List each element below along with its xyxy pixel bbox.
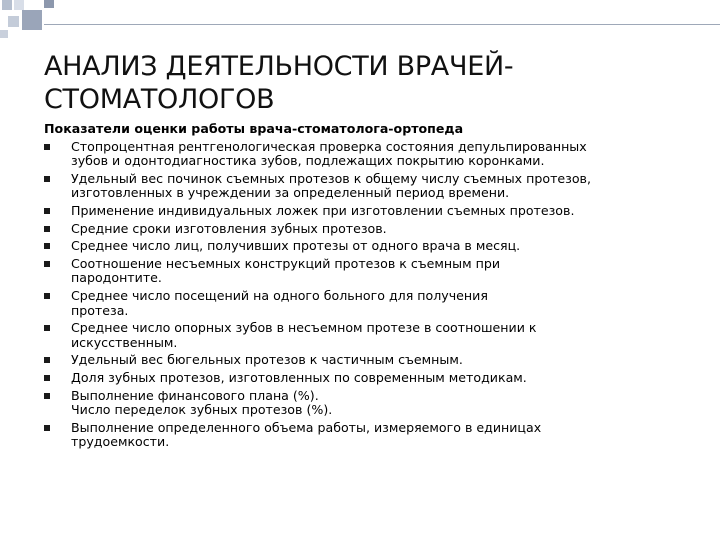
list-item-text: изготовленных в учреждении за определенный период времени.	[71, 185, 510, 201]
list-item-text: протеза.	[71, 302, 129, 318]
list-item-text: Выполнение определенного объема работы, измеряемого в единицах	[71, 419, 542, 435]
list-item	[44, 421, 704, 450]
list-item-text: Удельный вес бюгельных протезов к частичным съемным.	[71, 352, 463, 368]
list-item-text: Удельный вес починок съемных протезов к общему числу съемных протезов,	[71, 170, 591, 186]
list-item	[44, 389, 704, 418]
list-item	[44, 239, 704, 254]
list-item	[44, 371, 704, 386]
list-item-text: Среднее число опорных зубов в несъемном протезе в соотношении к	[71, 320, 537, 336]
square-bullet-icon	[44, 357, 50, 363]
list-item-text: Доля зубных протезов, изготовленных по современным методикам.	[71, 369, 527, 385]
list-item	[44, 204, 704, 219]
list-item-text: Соотношение несъемных конструкций протезов к съемным при	[71, 255, 501, 271]
square-bullet-icon	[44, 226, 50, 232]
decor-square	[44, 0, 54, 8]
list-item	[44, 140, 704, 169]
list-item-text: Применение индивидуальных ложек при изготовлении съемных протезов.	[71, 202, 575, 218]
square-bullet-icon	[44, 293, 50, 299]
list-item	[44, 172, 704, 201]
list-item-text: Стопроцентная рентгенологическая проверка состояния депульпированных	[71, 138, 587, 154]
list-item	[44, 222, 704, 237]
list-item-text: Средние сроки изготовления зубных протезов.	[71, 220, 387, 236]
list-item-text: искусственным.	[71, 334, 178, 350]
title-line: АНАЛИЗ ДЕЯТЕЛЬНОСТИ ВРАЧЕЙ-	[44, 51, 514, 82]
decor-square	[8, 16, 19, 27]
square-bullet-icon	[44, 243, 50, 249]
square-bullet-icon	[44, 375, 50, 381]
decor-square	[2, 0, 12, 10]
square-bullet-icon	[44, 425, 50, 431]
list-item-text: зубов и одонтодиагностика зубов, подлежащих покрытию коронками.	[71, 153, 545, 169]
decorative-squares	[0, 0, 720, 46]
decor-square	[14, 0, 24, 10]
square-bullet-icon	[44, 261, 50, 267]
decor-square	[0, 30, 8, 38]
decor-square	[22, 10, 42, 30]
list-item-text: Среднее число лиц, получивших протезы от одного врача в месяц.	[71, 238, 521, 254]
list-item	[44, 289, 704, 318]
list-item	[44, 321, 704, 350]
square-bullet-icon	[44, 208, 50, 214]
slide-content	[44, 122, 704, 450]
square-bullet-icon	[44, 176, 50, 182]
list-item-text: Число переделок зубных протезов (%).	[71, 402, 333, 418]
title-line: СТОМАТОЛОГОВ	[44, 84, 275, 115]
header-rule	[44, 24, 720, 25]
section-subtitle: Показатели оценки работы врача-стоматолога-ортопеда	[44, 121, 464, 136]
square-bullet-icon	[44, 325, 50, 331]
slide-title	[44, 50, 684, 116]
list-item-text: трудоемкости.	[71, 434, 170, 450]
list-item	[44, 257, 704, 286]
square-bullet-icon	[44, 144, 50, 150]
list-item	[44, 353, 704, 368]
list-item-text: Выполнение финансового плана (%).	[71, 387, 319, 403]
indicator-list	[44, 140, 704, 450]
square-bullet-icon	[44, 393, 50, 399]
list-item-text: пародонтите.	[71, 270, 162, 286]
list-item-text: Среднее число посещений на одного больного для получения	[71, 287, 488, 303]
